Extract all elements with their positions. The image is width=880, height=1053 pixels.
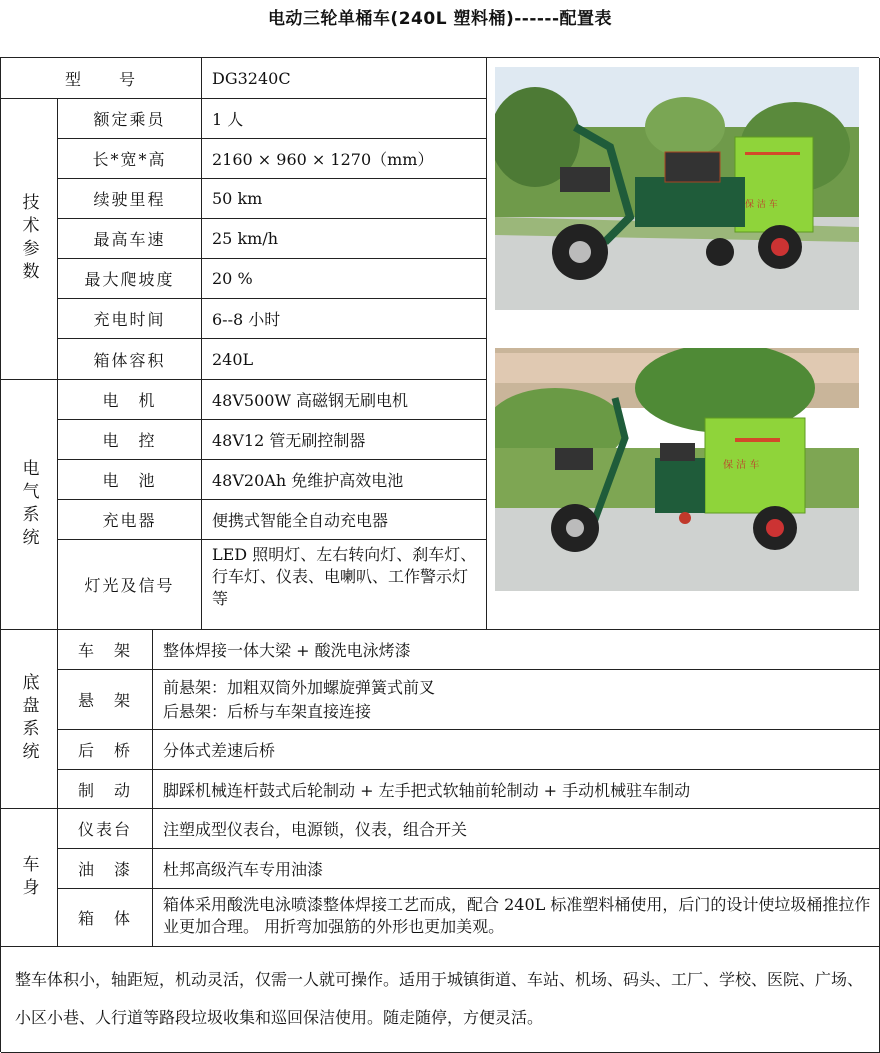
page-title: 电动三轮单桶车(240L 塑料桶)------配置表 [267,9,613,29]
elec-value-3: 48V20Ah 免维护高效电池 [202,460,487,500]
tech-label-7: 箱体容积 [58,339,202,380]
chassis-label-1: 车 架 [58,630,153,670]
tech-value-7: 240L [202,339,487,380]
chassis-label-4: 制 动 [58,770,153,809]
chassis-value-3: 分体式差速后桥 [153,730,880,770]
elec-value-2: 48V12 管无刷控制器 [202,420,487,460]
tech-label-6: 充电时间 [58,299,202,339]
elec-label-5: 灯光及信号 [58,540,202,630]
elec-value-5: LED 照明灯、左右转向灯、刹车灯、行车灯、仪表、电喇叭、工作警示灯等 [202,540,487,630]
chassis-label-3: 后 桥 [58,730,153,770]
group-chassis: 底盘系统 [1,630,58,809]
tech-label-1: 额定乘员 [58,99,202,139]
body-label-1: 仪表台 [58,809,153,849]
group-tech: 技术参数 [1,99,58,380]
chassis-value-2 [153,670,880,730]
body-value-2: 杜邦高级汽车专用油漆 [153,849,880,889]
chassis-value-1: 整体焊接一体大梁 + 酸洗电泳烤漆 [153,630,880,670]
vehicle-sign-text: 保 洁 车 [745,200,778,210]
model-value: DG3240C [202,58,487,99]
tech-label-2: 长*宽*高 [58,139,202,179]
elec-label-4: 充电器 [58,500,202,540]
body-label-3: 箱 体 [58,889,153,947]
tech-value-6: 6--8 小时 [202,299,487,339]
body-value-1: 注塑成型仪表台，电源锁，仪表，组合开关 [153,809,880,849]
chassis-label-2: 悬 架 [58,670,153,730]
body-label-2: 油 漆 [58,849,153,889]
group-electrical: 电气系统 [1,380,58,630]
tech-label-5: 最大爬坡度 [58,259,202,299]
tech-value-3: 50 km [202,179,487,219]
elec-label-2: 电 控 [58,420,202,460]
tech-label-4: 最高车速 [58,219,202,259]
elec-value-1: 48V500W 高磁钢无刷电机 [202,380,487,420]
tech-value-2: 2160 × 960 × 1270（mm） [202,139,487,179]
tech-label-3: 续驶里程 [58,179,202,219]
config-table [0,57,879,1052]
group-body: 车身 [1,809,58,947]
elec-label-1: 电 机 [58,380,202,420]
vehicle-photo-side-view [495,348,859,591]
model-label: 型 号 [1,58,202,99]
elec-label-3: 电 池 [58,460,202,500]
summary-text: 整车体积小，轴距短，机动灵活，仅需一人就可操作。适用于城镇街道、车站、机场、码头、工厂、学校、医院、广场、小区小巷、人行道等路段垃圾收集和巡回保洁使用。随走随停，方便灵活。 [1,947,880,1053]
body-value-3: 箱体采用酸洗电泳喷漆整体焊接工艺而成，配合 240L 标准塑料桶使用，后门的设计使垃圾桶推拉作业更加合理。 用折弯加强筋的外形也更加美观。 [153,889,880,947]
photo-column [487,58,880,630]
tech-value-1: 1 人 [202,99,487,139]
chassis-value-4: 脚踩机械连杆鼓式后轮制动 + 左手把式软轴前轮制动 + 手动机械驻车制动 [153,770,880,809]
suspension-rear: 后悬架：后桥与车架直接连接 [163,701,372,721]
vehicle-photo-front-view [495,67,859,310]
tech-value-5: 20 % [202,259,487,299]
elec-value-4: 便携式智能全自动充电器 [202,500,487,540]
tech-value-4: 25 km/h [202,219,487,259]
vehicle-sign-text-side: 保 洁 车 [723,460,760,471]
suspension-front: 前悬架：加粗双筒外加螺旋弹簧式前叉 [163,677,436,697]
